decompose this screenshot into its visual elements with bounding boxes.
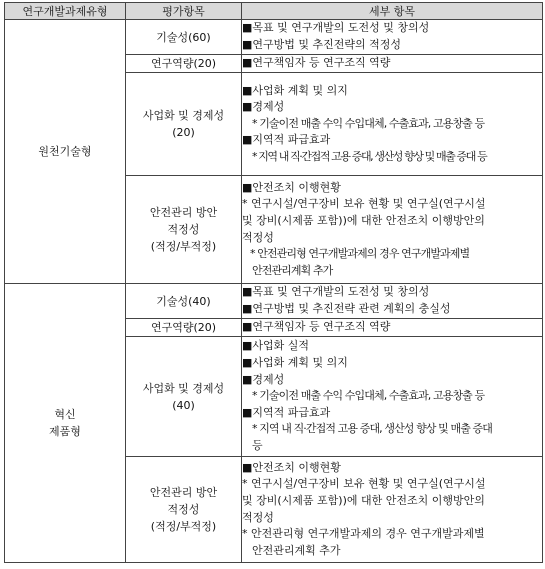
detail-line: 및 장비(시제품 포함))에 대한 안전조치 이행방안의 (242, 213, 485, 227)
criterion-label: (적정/부적정) (150, 240, 217, 253)
detail-cell (242, 457, 543, 563)
detail-line: ■지역적 파급효과 (242, 133, 331, 147)
criterion-cell (126, 73, 242, 176)
criterion-label: 적정성 (167, 503, 200, 516)
header-type: 연구개발과제유형 (5, 3, 126, 20)
detail-line: ■안전조치 이행현황 (242, 460, 341, 474)
type-label: 원천기술형 (38, 145, 92, 158)
detail-line: ■연구책임자 등 연구조직 역량 (242, 320, 391, 334)
type-cell (5, 284, 126, 563)
criterion-label: 기술성(60) (156, 30, 211, 44)
detail-line: * 지역 내 직·간접적 고용 증대, 생산성 향상 및 매출 증대 (252, 422, 493, 436)
detail-line: 등 (252, 438, 263, 452)
detail-cell (242, 284, 543, 319)
detail-line: ■사업화 실적 (242, 339, 310, 353)
criterion-cell (126, 176, 242, 284)
header-details: 세부 항목 (242, 3, 543, 20)
criterion-label: 연구역량(20) (150, 321, 217, 334)
detail-line: 적정성 (242, 510, 274, 524)
evaluation-criteria-table (4, 2, 543, 563)
criterion-label: 기술성(40) (156, 294, 211, 308)
criterion-cell (126, 284, 242, 319)
detail-line: * 안전관리형 연구개발과제의 경우 연구개발과제별 (242, 527, 485, 541)
type-label: 혁신 (54, 408, 76, 421)
header-criteria: 평가항목 (126, 3, 242, 20)
detail-cell (242, 319, 543, 337)
criterion-label: 적정성 (167, 223, 200, 236)
criterion-label: 연구역량(20) (150, 57, 217, 70)
criterion-cell (126, 337, 242, 457)
detail-line: * 지역 내 직·간접적 고용 증대, 생산성 향상 및 매출 증대 등 (252, 149, 487, 163)
criterion-cell (126, 457, 242, 563)
type-label: 제품형 (49, 425, 81, 438)
detail-line: * 기술이전 매출 수익 수입대체, 수출효과, 고용창출 등 (252, 116, 485, 130)
detail-line: ■연구방법 및 추진전략 관련 계획의 충실성 (242, 302, 451, 315)
detail-line: * 안전관리형 연구개발과제의 경우 연구개발과제별 (250, 247, 470, 261)
detail-cell (242, 73, 543, 176)
detail-line: ■목표 및 연구개발의 도전성 및 창의성 (242, 21, 430, 35)
detail-line: * 기술이전 매출 수익 수입대체, 수출효과, 고용창출 등 (252, 389, 485, 403)
detail-line: ■연구방법 및 추진전략의 적정성 (242, 38, 402, 51)
criterion-label: 사업화 및 경제성 (142, 381, 225, 395)
detail-line: ■연구책임자 등 연구조직 역량 (242, 56, 391, 70)
detail-line: ■목표 및 연구개발의 도전성 및 창의성 (242, 285, 430, 299)
detail-cell (242, 337, 543, 457)
detail-line: ■사업화 계획 및 의지 (242, 83, 348, 97)
detail-line: 안전관리계획 추가 (252, 543, 341, 557)
table-header-row (5, 3, 543, 20)
detail-line: * 연구시설/연구장비 보유 현황 및 연구실(연구시설 (242, 197, 486, 211)
detail-cell (242, 176, 543, 284)
detail-line: 안전관리계획 추가 (252, 263, 333, 277)
detail-line: * 연구시설/연구장비 보유 현황 및 연구실(연구시설 (242, 477, 486, 491)
criterion-label: 안전관리 방안 (149, 206, 218, 219)
criterion-label: (20) (172, 126, 195, 139)
detail-line: 및 장비(시제품 포함))에 대한 안전조치 이행방안의 (242, 493, 485, 507)
criterion-label: (적정/부적정) (150, 520, 217, 533)
criterion-label: 안전관리 방안 (149, 486, 218, 499)
detail-line: ■사업화 계획 및 의지 (242, 356, 348, 370)
criterion-label: (40) (172, 398, 195, 412)
criterion-cell (126, 319, 242, 337)
criterion-cell (126, 20, 242, 55)
detail-line: 적정성 (242, 230, 274, 244)
table-row (5, 284, 543, 319)
detail-line: ■경제성 (242, 372, 285, 386)
table-row (5, 20, 543, 55)
detail-line: ■경제성 (242, 100, 285, 114)
criterion-label: 사업화 및 경제성 (142, 109, 225, 122)
criterion-cell (126, 55, 242, 73)
detail-cell (242, 55, 543, 73)
detail-line: ■안전조치 이행현황 (242, 180, 341, 194)
detail-line: ■지역적 파급효과 (242, 405, 331, 419)
type-cell (5, 20, 126, 284)
detail-cell (242, 20, 543, 55)
